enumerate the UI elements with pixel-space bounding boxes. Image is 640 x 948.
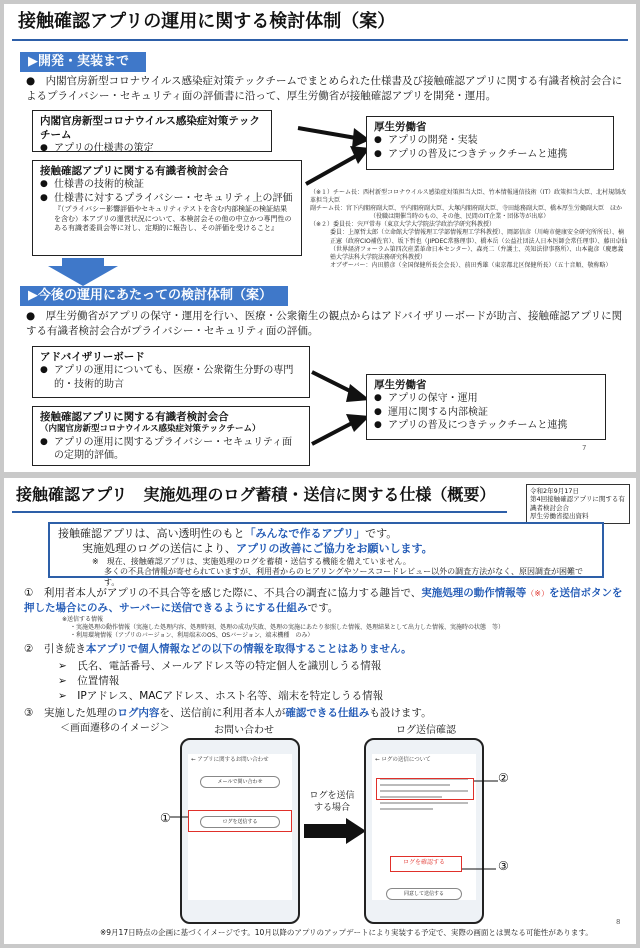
highlight-box-3 bbox=[390, 856, 462, 872]
screen1-label: お問い合わせ bbox=[214, 725, 274, 736]
list-item: ● アプリの運用に関するプライバシー・セキュリティ面の定期的評価。 bbox=[40, 436, 302, 463]
tag-text: 令和2年9月17日 第4回接触確認アプリに関する有識者検討会合 厚生労働省提出資料 bbox=[530, 487, 625, 521]
list-item: ➢ 氏名、電話番号、メールアドレス等の特定個人を識別しうる情報 bbox=[58, 660, 382, 672]
screen-caption: ＜画面遷移のイメージ＞ bbox=[60, 723, 170, 734]
note-line: （※１）チーム長：西村新型コロナウイルス感染症対策担当大臣、竹本情報通信技術（IT）政策担当大臣、北村規制改革担当大臣 bbox=[310, 189, 627, 205]
list-item: ● アプリの普及につきテックチームと連携 bbox=[374, 148, 606, 162]
list-item: ● アプリの開発・実装 bbox=[374, 134, 606, 148]
screen-header: ← ログの送信について bbox=[375, 757, 431, 763]
list-item: ● アプリの仕様書の策定 bbox=[40, 142, 264, 156]
text: 接触確認アプリは、高い透明性のもと bbox=[58, 527, 245, 540]
footnote: ※9月17日時点の企画に基づくイメージです。10月以降のアプリのアップデートにより実装する予定で、実際の画面とは異なる可能性があります。 bbox=[100, 928, 593, 937]
intro-text: ● 内閣官房新型コロナウイルス感染症対策テックチームでまとめられた仕様書及び接触確認アプリに関する有識者検討会合によるプライバシー・セキュリティ面の評価書に沿って、厚生労働省が接触確認アプリを開発・運用。 bbox=[26, 75, 623, 102]
text: も設けます。 bbox=[369, 707, 432, 719]
note-line: 副チーム長：宮下内閣府副大臣、平内閣府副大臣、大塚内閣府副大臣、寺田総務副大臣、橋本厚生労働副大臣 ほか bbox=[310, 205, 623, 213]
text: ③ 実施した処理の bbox=[24, 707, 118, 719]
ref-mark: （※） bbox=[526, 589, 549, 598]
slide2-title: 接触確認アプリ 実施処理のログ蓄積・送信に関する仕様（概要） bbox=[16, 485, 496, 504]
box-title: 厚生労働省 bbox=[374, 121, 427, 133]
intro2-text: ● 厚生労働省がアプリの保守・運用を行い、医療・公衆衛生の観点からはアドバイザリーボードが助言、接触確認アプリに関する有識者検討会合がプライバシー・セキュリティ面の評価。 bbox=[26, 310, 623, 337]
box-mhlw-ops bbox=[366, 374, 606, 440]
info-line-3: ※ 現在、接触確認アプリは、実施処理のログを蓄積・送信する機能を備えていません。 bbox=[92, 556, 411, 566]
slide-log-spec bbox=[4, 478, 636, 944]
note-title: ※送信する情報 bbox=[62, 616, 104, 623]
text: 実施処理のログの送信により、 bbox=[82, 541, 236, 555]
list-item: ➢ 位置情報 bbox=[58, 675, 120, 688]
list-item: ➢ IPアドレス、MACアドレス、ホスト名等、端末を特定しうる情報 bbox=[58, 690, 384, 703]
item-2 bbox=[24, 642, 624, 657]
note-line: オブザーバー：内田勝彦（全国保健所長会会長）、前田秀雄（東京都北区保健所長）（五十音順、敬称略） bbox=[330, 261, 612, 269]
box-title: 接触確認アプリに関する有識者検討会合 bbox=[40, 165, 229, 177]
info-line-2 bbox=[58, 542, 594, 557]
callout-1: ① bbox=[160, 811, 171, 825]
screen2-label: ログ送信確認 bbox=[396, 725, 456, 736]
title-rule bbox=[12, 511, 507, 513]
box-subtitle: （内閣官房新型コロナウイルス感染症対策テックチーム） bbox=[40, 424, 261, 435]
transition-arrow bbox=[304, 818, 366, 844]
info-line-1 bbox=[58, 527, 594, 542]
box-mhlw-dev bbox=[366, 116, 614, 170]
callout-line-1 bbox=[170, 814, 188, 820]
note-line: ・利用環境情報（アプリのバージョン、利用端末のOS、OSバージョン、端末機種 のみ） bbox=[70, 632, 314, 640]
highlight-box-1 bbox=[188, 810, 292, 832]
slide1-title: 接触確認アプリの運用に関する検討体制（案） bbox=[18, 11, 396, 32]
highlight: 確認できる仕組み bbox=[285, 707, 370, 719]
list-item: ● アプリの普及につきテックチームと連携 bbox=[374, 419, 598, 433]
footnotes-members bbox=[310, 189, 628, 270]
callout-2: ② bbox=[498, 771, 509, 785]
highlight: 「みんなで作るアプリ」 bbox=[244, 527, 366, 540]
highlight: を送信ボタンを押した場合にのみ、サーバーに送信できるようにする仕組み bbox=[24, 587, 623, 615]
list-item: ● 仕様書に対するプライバシー・セキュリティ上の評価 bbox=[40, 192, 294, 206]
box-expert-meeting-2 bbox=[32, 406, 310, 466]
callout-line-3 bbox=[462, 866, 496, 872]
list-item: ● アプリの保守・運用 bbox=[374, 392, 598, 406]
box-title: 厚生労働省 bbox=[374, 379, 427, 391]
item-1-notes bbox=[62, 616, 632, 640]
phone-screen bbox=[372, 754, 476, 900]
section-band-future: ▶今後の運用にあたっての検討体制（案） bbox=[20, 286, 288, 306]
text: です。 bbox=[307, 602, 339, 615]
box-advisory-board bbox=[32, 346, 310, 398]
box-note: 『（プライバシー影響評価やセキュリティテストを含む内部検証の検証結果を含む）本アプリの運営状況について、本検討会その他の中立かつ専門性のある有識者委員会等に対し、定期的に報告し、その評価を受けること』 bbox=[54, 205, 292, 233]
box-title: 内閣官房新型コロナウイルス感染症対策テックチーム bbox=[40, 115, 260, 142]
note-line: （※２）委員長：宍戸常寿（東京大学大学院法学政治学研究科教授） bbox=[310, 221, 496, 229]
item-3 bbox=[24, 706, 624, 721]
mail-inquiry-button[interactable]: メールで問い合わせ bbox=[200, 776, 280, 788]
agree-send-button[interactable]: 同意して送信する bbox=[386, 888, 462, 900]
item-2-list bbox=[58, 659, 618, 705]
text: です。 bbox=[365, 527, 398, 540]
highlight-box-2 bbox=[376, 778, 474, 800]
item-1 bbox=[24, 586, 624, 616]
callout-line-2 bbox=[474, 778, 498, 784]
text: を、送信前に利用者本人が bbox=[159, 707, 286, 719]
box-expert-meeting bbox=[32, 160, 302, 256]
text: ② 引き続き bbox=[24, 643, 86, 655]
highlight: アプリの改善にご協力をお願いします。 bbox=[236, 541, 433, 555]
send-log-button[interactable]: ログを送信する bbox=[200, 816, 280, 828]
arrows-to-mhlw bbox=[294, 114, 374, 194]
down-arrow bbox=[48, 258, 118, 286]
callout-3: ③ bbox=[498, 859, 509, 873]
info-box bbox=[48, 522, 604, 588]
phone-inquiry bbox=[180, 738, 300, 924]
page-number: 8 bbox=[616, 918, 621, 926]
page-number: 7 bbox=[582, 444, 587, 452]
highlight: 本アプリで個人情報などの以下の情報を取得することはありません。 bbox=[85, 643, 412, 655]
phone-log-confirm bbox=[364, 738, 484, 924]
info-line-4: 多くの不具合情報が寄せられていますが、利用者からのヒアリングやソースコードレビュー以外の調査方法がなく、原因調査が困難です。 bbox=[104, 567, 583, 588]
section-band-development: ▶開発・実装まで bbox=[20, 52, 146, 72]
arrow-label: ログを送信する場合 bbox=[309, 791, 355, 814]
box-title: アドバイザリーボード bbox=[40, 351, 145, 363]
note-line: ・実施処理の動作情報（実施した処理内容、処理時刻、処理の成功/失敗、処理の実施にあたり参照した情報、処理結果として出力した情報、実施時の状態 等） bbox=[70, 624, 505, 632]
screen-header: ← アプリに関するお問い合わせ bbox=[191, 757, 269, 763]
title-rule bbox=[12, 39, 628, 41]
confirm-log-button[interactable]: ログを確認する bbox=[402, 859, 445, 866]
list-item: ● 運用に関する内部検証 bbox=[374, 406, 598, 420]
document-tag bbox=[526, 484, 630, 524]
highlight: ログ内容 bbox=[117, 707, 160, 719]
box-tech-team bbox=[32, 110, 272, 155]
text: ① 利用者本人がアプリの不具合等を感じた際に、不具合の調査に協力する趣旨で、 bbox=[24, 587, 422, 599]
list-item: ● アプリの運用についても、医療・公衆衛生分野の専門的・技術的助言 bbox=[40, 364, 302, 391]
box-title: 接触確認アプリに関する有識者検討会合 bbox=[40, 411, 229, 423]
arrows-to-mhlw-2 bbox=[308, 364, 374, 454]
note-line: 委員：上原哲太郎（立命館大学情報理工学部情報理工学科教授）、岡部信彦（川崎市健康安全研究所所長）、楠正憲（政府CIO補佐官）、坂下哲也（JIPDEC常務理事）、橋本岳（公益社団法人日本医師会常任理事）、藤田卓仙（世界経済フォーラム第四次産業革命日本センター）、森亮二（弁護士、英知法律事務所）、山本龍彦（慶應義塾大学法科大学院法務研究科教授） bbox=[330, 229, 628, 261]
note-line: （役職は開催当時のもの、その他、民間のIT企業・団体等が出席） bbox=[370, 213, 550, 221]
list-item: ● 仕様書の技術的検証 bbox=[40, 178, 294, 192]
slide-organization bbox=[4, 4, 636, 472]
highlight: 実施処理の動作情報等 bbox=[421, 587, 527, 599]
